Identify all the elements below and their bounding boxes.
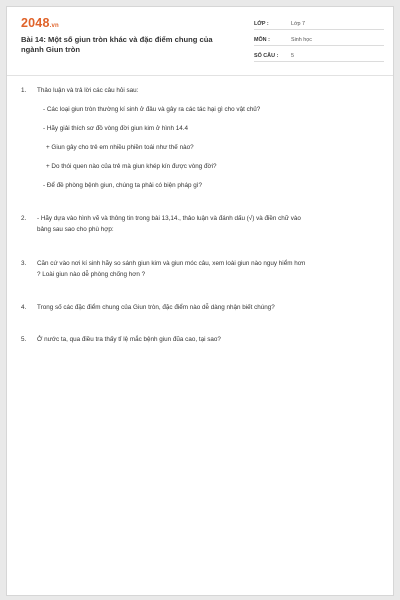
question-3-line: Căn cứ vào nơi kí sinh hãy so sánh giun kim và giun móc câu, xem loài giun nào nguy hiểm hơn (37, 260, 306, 267)
question-1-line: - Các loại giun tròn thường kí sinh ở đâu và gây ra các tác hại gì cho vật chủ? (43, 106, 261, 113)
question-2-line: bảng sau sao cho phù hợp: (37, 226, 114, 233)
class-value: Lớp 7 (291, 21, 306, 27)
question-4-line: Trong số các đặc điểm chung của Giun tròn, đặc điểm nào dễ dàng nhận biết chúng? (37, 304, 275, 311)
question-count-label: SỐ CÂU : (254, 53, 279, 59)
question-3-number: 3. (21, 260, 27, 267)
worksheet-page (6, 6, 394, 596)
lesson-title-line-1: Bài 14: Một số giun tròn khác và đặc điểm chung của (21, 35, 213, 44)
question-1-line: Thảo luận và trả lời các câu hỏi sau: (37, 87, 139, 94)
question-2-number: 2. (21, 215, 27, 222)
question-3-line: ? Loài giun nào dễ phòng chống hơn ? (37, 271, 146, 278)
question-5-line: Ở nước ta, qua điều tra thấy tỉ lệ mắc bệnh giun đũa cao, tại sao? (37, 336, 221, 343)
question-list (7, 7, 393, 595)
question-1-number: 1. (21, 87, 27, 94)
lesson-title-line-2: ngành Giun tròn (21, 44, 81, 54)
class-label: LỚP : (254, 21, 269, 27)
subject-value: Sinh học (291, 37, 312, 43)
subject-label: MÔN : (254, 37, 270, 43)
question-1-line: - Để đề phòng bệnh giun, chúng ta phải có biện pháp gì? (43, 182, 202, 189)
question-5-number: 5. (21, 336, 27, 343)
logo-main-text: 2048 (21, 16, 50, 30)
question-1-line: + Giun gây cho trẻ em nhiều phiền toái như thế nào? (46, 144, 194, 151)
question-2-line: - Hãy dựa vào hình vẽ và thông tin trong bài 13,14., thảo luận và đánh dấu (√) và điền chữ vào (37, 215, 301, 222)
question-1-line: - Hãy giải thích sơ đồ vòng đời giun kim ở hình 14.4 (43, 125, 189, 132)
question-count-value: 5 (291, 53, 294, 59)
question-1-line: + Do thói quen nào của trẻ mà giun khép kín được vòng đời? (46, 163, 217, 170)
question-4-number: 4. (21, 304, 27, 311)
logo-suffix-text: .vn (49, 23, 59, 29)
